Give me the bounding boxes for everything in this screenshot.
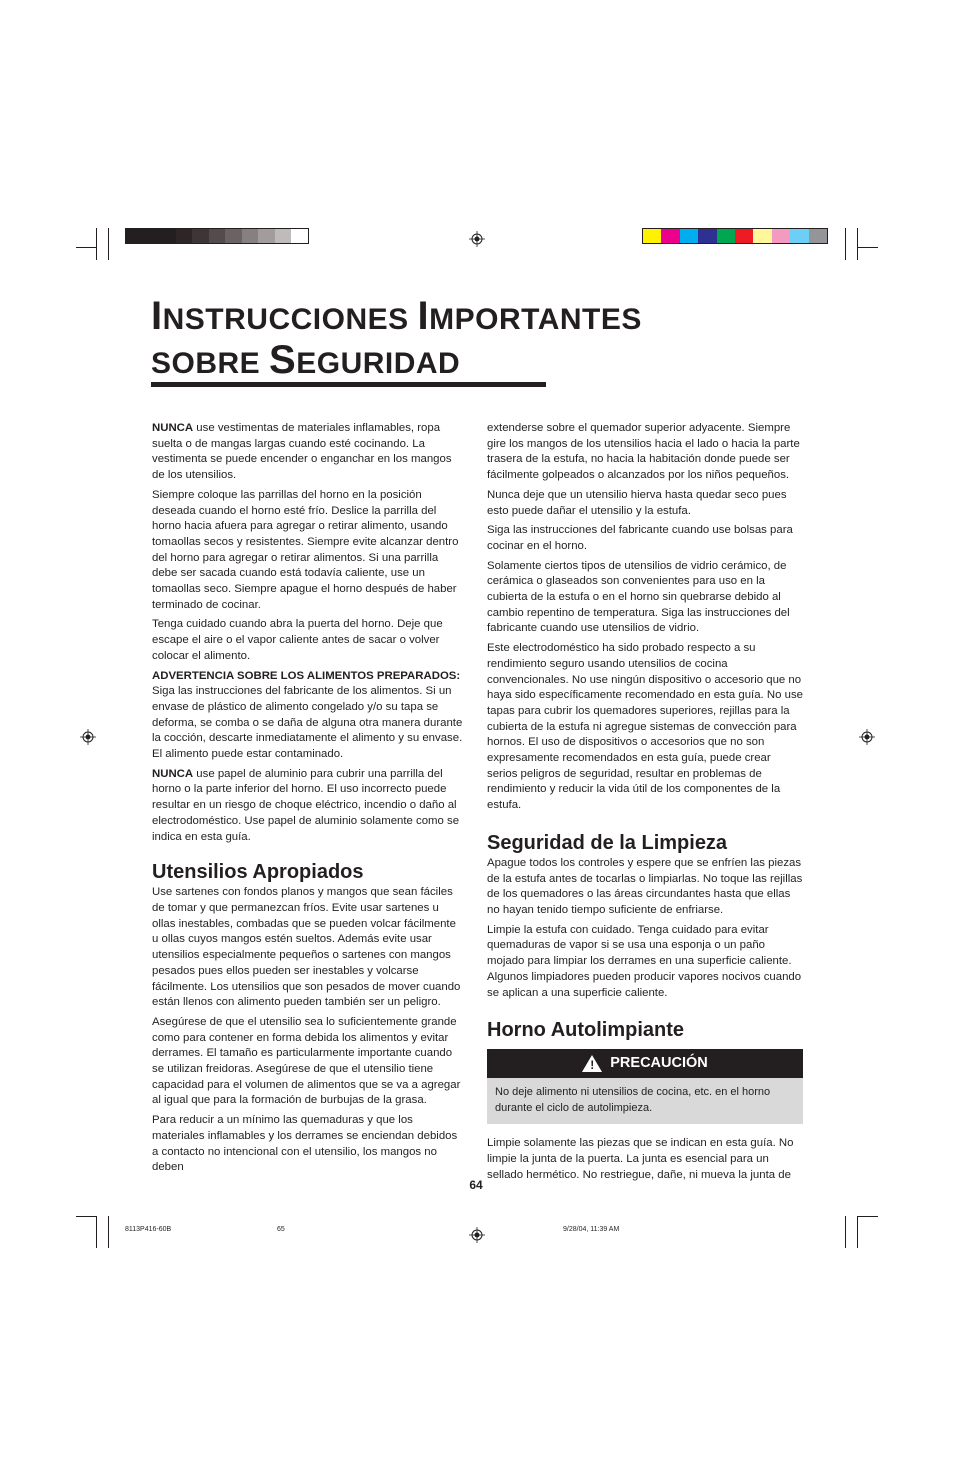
paragraph: Este electrodoméstico ha sido probado respecto a su rendimiento seguro usando utensilios de cocina convencionales. No use ningún dispositivo o accesorio que no haya sido específicamente recomendado en esta guía. No use tapas para cubrir los quemadores superiores, rejillas para la cubierta de la estufa ni agregue sistemas de convección para hornos. El uso de dispositivos o accesorios que no son expresamente recomendados en esta guía, puede crear serios peligros de seguridad, resultar en problemas de rendimiento y reducir la vida útil de los componentes de la estufa.: [487, 642, 803, 812]
paragraph-text: use papel de aluminio para cubrir una parrilla del horno o la parte inferior del horno. El uso incorrecto puede resultar en un riesgo de choque eléctrico, incendio o daño al electrodoméstico. Use papel de aluminio solamente como se indica en esta guía.: [152, 767, 460, 843]
title-initial: I: [151, 294, 163, 338]
bold-lead: NUNCA: [152, 767, 194, 780]
crop-mark: [96, 228, 97, 260]
crop-mark: [108, 228, 109, 260]
title-initial: S: [269, 338, 297, 382]
paragraph: Limpie la estufa con cuidado. Tenga cuidado para evitar quemaduras de vapor si se usa una esponja o un paño mojado para limpiar los derrames en una superficie caliente. Algunos limpiadores pueden producir vapores nocivos cuando se aplican a una superficie caliente.: [487, 923, 802, 999]
crop-mark: [858, 1216, 878, 1217]
paragraph: Apague todos los controles y espere que se enfríen las piezas de la estufa antes de tocarlas o limpiarlas. No toque las rejillas de los quemadores o las áreas circundantes hasta que ellas no hayan tenido tiempo suficiente de enfriarse.: [487, 856, 803, 916]
registration-mark-icon: [469, 231, 485, 247]
color-swatch: [772, 229, 790, 243]
color-swatch: [209, 229, 226, 243]
registration-mark-icon: [859, 729, 875, 745]
paragraph: Limpie solamente las piezas que se indican en esta guía. No limpie la junta de la puerta. La junta es esencial para un sellado hermético. No restriegue, dañe, ni mueva la junta de: [487, 1137, 794, 1181]
color-swatch: [291, 229, 308, 243]
section-heading: Seguridad de la Limpieza: [487, 831, 728, 854]
right-column: [487, 421, 803, 1187]
title-line-2: [151, 340, 642, 384]
title-rule: [151, 382, 546, 387]
color-swatch: [225, 229, 242, 243]
paragraph: Tenga cuidado cuando abra la puerta del horno. Deje que escape el aire o el vapor caliente antes de sacar o volver colocar el alimento.: [152, 618, 443, 662]
registration-mark-icon: [80, 729, 96, 745]
color-swatch: [242, 229, 259, 243]
paragraph: Asegúrese de que el utensilio sea lo suficientemente grande como para contener en forma debida los alimentos y evitar derrames. El tamaño es particularmente importante cuando se utilizan freidoras. Asegúrese de que el utensilio tiene capacidad para el volumen de alimentos que se va a agregar al igual que para la formación de burbujas de la grasa.: [152, 1015, 461, 1107]
paragraph-text: use vestimentas de materiales inflamables, ropa suelta o de mangas largas cuando esté cocinando. La vestimenta se puede encender o enganchar en los mangos de los utensilios.: [152, 422, 452, 482]
page-number: 64: [469, 1178, 483, 1192]
crop-mark: [857, 228, 858, 260]
color-swatch: [643, 229, 661, 243]
paragraph: extenderse sobre el quemador superior adyacente. Siempre gire los mangos de los utensilios hacia el lado o hacia la parte trasera de la estufa, no hacia la habitación donde puede ser fácilmente golpeados o alcanzados por los niños pequeños.: [487, 422, 800, 482]
color-swatch: [192, 229, 209, 243]
crop-mark: [857, 1216, 858, 1248]
color-swatch: [735, 229, 753, 243]
color-swatch: [753, 229, 771, 243]
color-calibration-bar: [642, 228, 828, 244]
bold-lead: NUNCA: [152, 422, 194, 434]
title-text: NSTRUCCIONES: [162, 303, 418, 336]
section-heading: Utensilios Apropiados: [152, 861, 364, 884]
color-swatch: [809, 229, 827, 243]
title-initial: I: [417, 294, 430, 338]
title-text: EGURIDAD: [296, 347, 461, 380]
paragraph: [152, 421, 464, 484]
paragraph: Para reducir a un mínimo las quemaduras y que los materiales inflamables y los derrames se enciendan debidos a contacto no intencional con el utensilio, los mangos no deben: [152, 1114, 458, 1174]
caution-box: [487, 1049, 803, 1124]
paragraph: Nunca deje que un utensilio hierva hasta quedar seco pues esto puede dañar el utensilio y la estufa.: [487, 488, 787, 517]
crop-mark: [76, 1216, 96, 1217]
title-line-1: [151, 296, 642, 340]
left-column: [152, 421, 464, 1180]
color-swatch: [698, 229, 716, 243]
color-swatch: [680, 229, 698, 243]
caution-header: [487, 1049, 803, 1078]
page-title: [151, 296, 642, 384]
color-swatch: [159, 229, 176, 243]
crop-mark: [845, 1216, 846, 1248]
color-swatch: [143, 229, 160, 243]
crop-mark: [76, 247, 96, 248]
warning-triangle-icon: !: [582, 1055, 602, 1072]
registration-mark-icon: [469, 1227, 485, 1243]
slug-job-code: 8113P416-60B: [125, 1226, 172, 1233]
crop-mark: [108, 1216, 109, 1248]
caution-title: PRECAUCIÓN: [610, 1054, 708, 1071]
paragraph: Use sartenes con fondos planos y mangos que sean fáciles de tomar y que permanezcan fríos. Evite usar sartenes u ollas inestables, combadas que se pueden volcar fácilmente u ollas cuyos mangos estén sueltos. Además evite usar utensilios especialmente pequeños o sartenes con mangos pesados pues ellos pueden ser inestables y volcarse fácilmente. Los utensilios que son pesados de mover cuando están llenos con alimento pueden también ser un peligro.: [152, 886, 461, 1009]
color-swatch: [176, 229, 193, 243]
crop-mark: [845, 228, 846, 260]
paragraph: [152, 767, 464, 846]
crop-mark: [96, 1216, 97, 1248]
paragraph: Solamente ciertos tipos de utensilios de vidrio cerámico, de cerámica o glaseados son convenientes para uso en la cubierta de la estufa o en el horno sin quebrarse debido al cambio repentino de temperatura. Siga las instrucciones del fabricante cuando use utensilios de vidrio.: [487, 559, 790, 635]
paragraph-text: Siga las instrucciones del fabricante de los alimentos. Si un envase de plástico de alimento congelado y/o su tapa se deforma, se comba o se daña de alguna otra manera durante la cocción, descarte inmediatamente el alimento y su envase. El alimento puede estar contaminado.: [152, 685, 463, 761]
slug-timestamp: 9/28/04, 11:39 AM: [563, 1226, 620, 1233]
color-swatch: [258, 229, 275, 243]
title-text: SOBRE: [151, 347, 270, 380]
paragraph: [152, 669, 464, 763]
paragraph: Siempre coloque las parrillas del horno en la posición deseada cuando el horno esté frío. Deslice la parrilla del horno hacia afuera para agregar o retirar alimento, usando tomaollas secos y resistentes. Siempre evite alcanzar dentro del horno para agregar o retirar alimentos. Si una parrilla debe ser sacada cuando está todavía caliente, use un tomaollas seco. Siempre apague el horno después de haber terminado de cocinar.: [152, 488, 459, 611]
color-swatch: [717, 229, 735, 243]
bold-lead: ADVERTENCIA SOBRE LOS ALIMENTOS PREPARADOS:: [152, 669, 461, 682]
section-heading: Horno Autolimpiante: [487, 1019, 685, 1042]
caution-text: No deje alimento ni utensilios de cocina, etc. en el horno durante el ciclo de autolimpieza.: [495, 1086, 771, 1115]
paragraph: Siga las instrucciones del fabricante cuando use bolsas para cocinar en el horno.: [487, 524, 793, 552]
color-swatch: [275, 229, 292, 243]
grayscale-calibration-bar: [125, 228, 309, 244]
color-swatch: [790, 229, 808, 243]
color-swatch: [661, 229, 679, 243]
color-swatch: [126, 229, 143, 243]
crop-mark: [858, 247, 878, 248]
slug-page: 65: [277, 1226, 285, 1233]
title-text: MPORTANTES: [429, 303, 642, 336]
